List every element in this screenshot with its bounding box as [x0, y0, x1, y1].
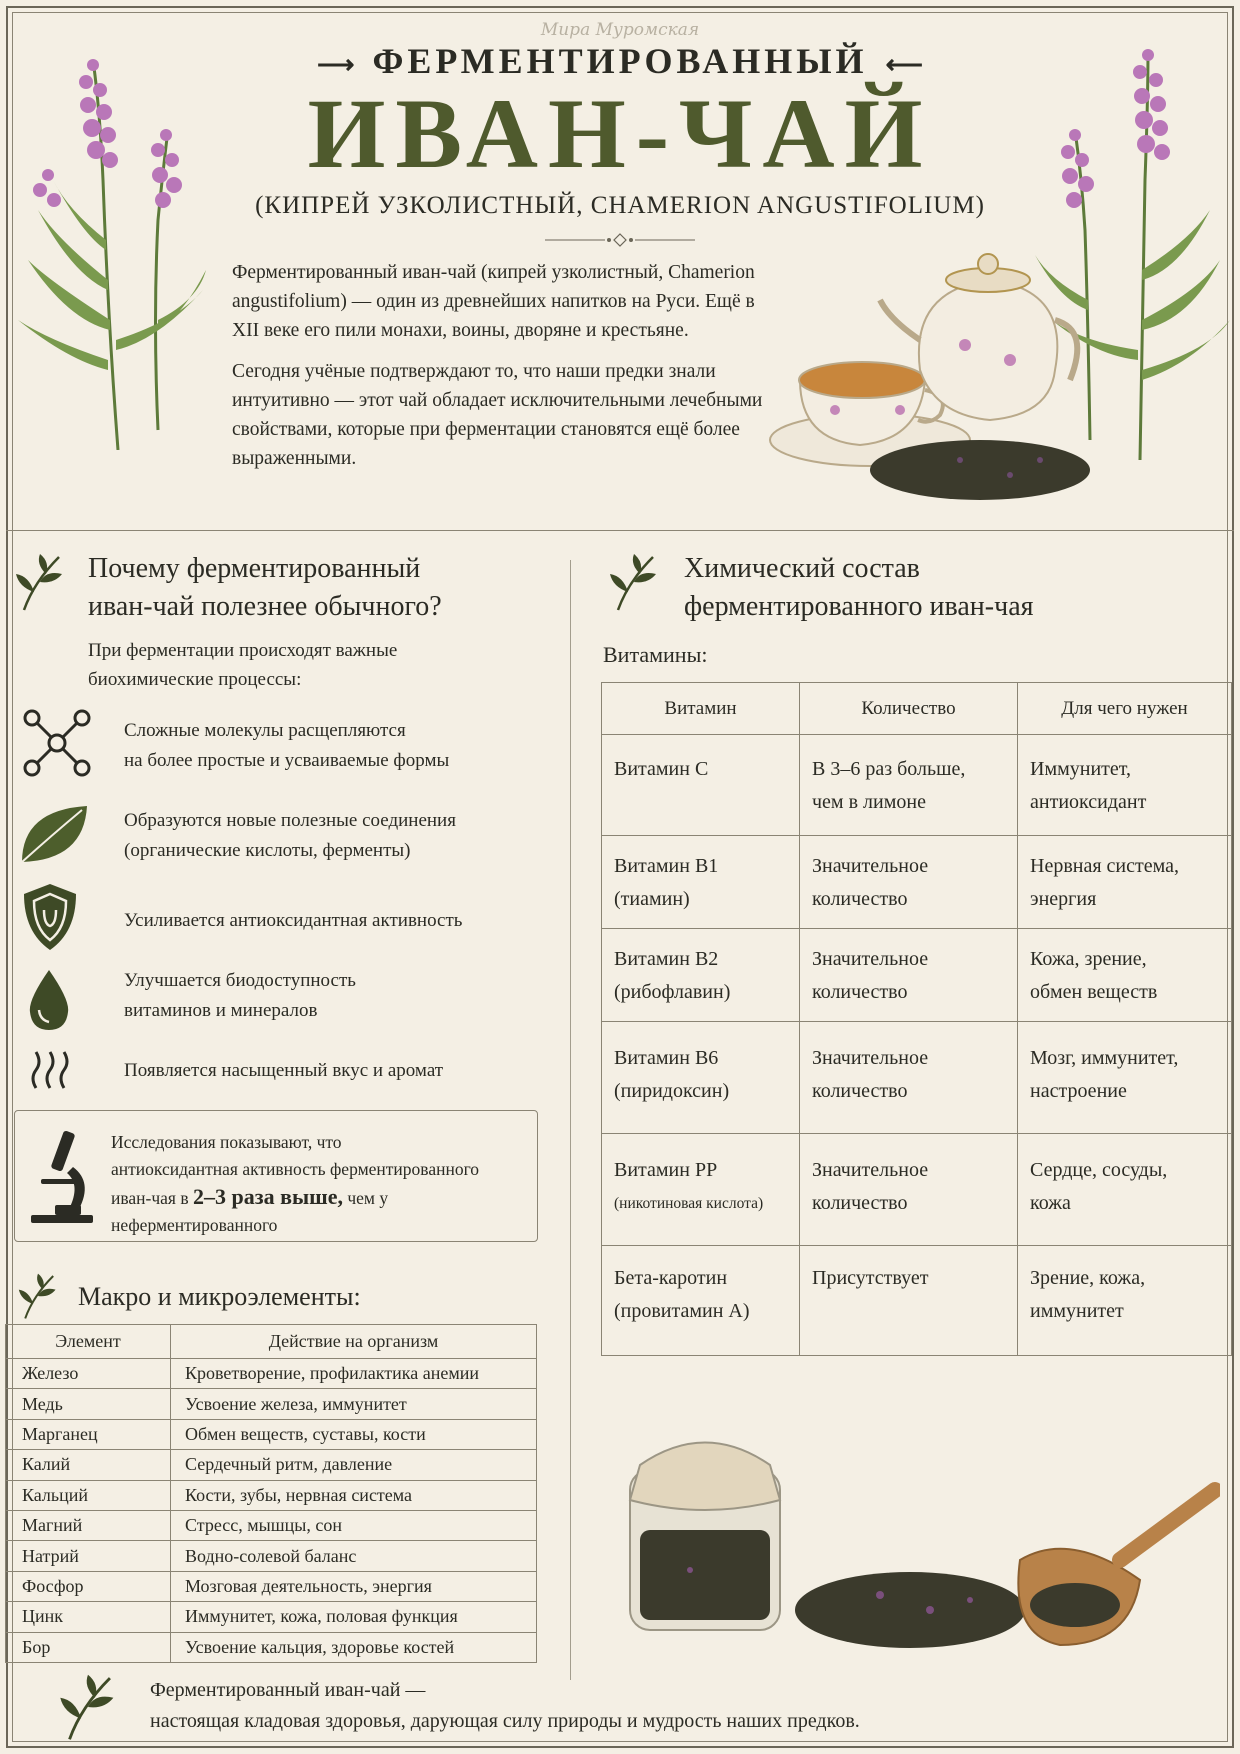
- why-title: [88, 550, 442, 626]
- amount-line1: В 3–6 раз больше,: [812, 758, 966, 780]
- table-header: Витамин: [602, 683, 800, 735]
- table-row: [6, 1419, 537, 1449]
- section-divider: [6, 530, 1234, 531]
- vitamin-subname: (пиридоксин): [614, 1080, 730, 1102]
- drop-icon: [26, 968, 72, 1032]
- bullet-1-line2: на более простые и усваиваемые формы: [124, 750, 450, 771]
- vitamin-subname: (провитамин А): [614, 1300, 750, 1322]
- research-line4: неферментированного: [111, 1215, 278, 1235]
- research-line1: Исследования показывают, что: [111, 1132, 342, 1152]
- why-lead-line2: биохимические процессы:: [88, 669, 302, 690]
- amount-line1: Значительное: [812, 855, 929, 877]
- why-lead-line1: При ферментации происходят важные: [88, 640, 398, 661]
- bullet-1: [124, 716, 449, 776]
- table-header: Для чего нужен: [1018, 683, 1232, 735]
- amount-cell: [800, 1246, 1018, 1356]
- research-callout: [14, 1110, 538, 1242]
- research-text: [111, 1129, 531, 1239]
- vitamin-subname: (рибофлавин): [614, 981, 731, 1003]
- vitamin-cell: [602, 1134, 800, 1246]
- amount-cell: [800, 836, 1018, 929]
- amount-cell: [800, 1134, 1018, 1246]
- table-row: [602, 1134, 1232, 1246]
- amount-line2: количество: [812, 1080, 908, 1102]
- table-row: [6, 1480, 537, 1510]
- intro-paragraph-1: Ферментированный иван-чай (кипрей узколистный, Chamerion angustifolium) — один из древнейших напитков на Руси. Ещё в XII веке его пили монахи, воины, дворяне и крестьяне.: [232, 262, 755, 341]
- table-row: [602, 735, 1232, 836]
- vitamin-name: Витамин С: [614, 758, 709, 780]
- table-header: Количество: [800, 683, 1018, 735]
- action-cell: Обмен веществ, суставы, кости: [171, 1419, 537, 1449]
- table-row: [602, 929, 1232, 1022]
- bullet-4: [124, 966, 356, 1026]
- footer-line1: Ферментированный иван-чай —: [150, 1679, 426, 1701]
- action-cell: Кости, зубы, нервная система: [171, 1480, 537, 1510]
- macro-table: [5, 1324, 537, 1663]
- use-line2: кожа: [1030, 1192, 1071, 1214]
- footer: [150, 1675, 1190, 1737]
- amount-cell: [800, 735, 1018, 836]
- vitamin-subname: (никотиновая кислота): [614, 1195, 764, 1212]
- amount-line2: количество: [812, 1192, 908, 1214]
- use-cell: [1018, 1246, 1232, 1356]
- research-line3-post: чем у: [342, 1188, 389, 1208]
- bullet-3: [124, 906, 462, 936]
- macro-title: Макро и микроэлементы:: [78, 1282, 361, 1311]
- why-title-line1: Почему ферментированный: [88, 553, 421, 584]
- aroma-icon: [28, 1048, 72, 1092]
- bullet-4-line1: Улучшается биодоступность: [124, 970, 356, 991]
- element-cell: Марганец: [6, 1419, 171, 1449]
- element-cell: Фосфор: [6, 1571, 171, 1601]
- tea-jar-illustration: [620, 1410, 1220, 1650]
- sprig-icon: [58, 1672, 118, 1742]
- vitamin-name: Витамин B2: [614, 948, 719, 970]
- use-cell: [1018, 929, 1232, 1022]
- research-highlight: 2–3 раза выше,: [193, 1184, 343, 1209]
- vitamin-cell: [602, 1246, 800, 1356]
- intro-paragraph-2: Сегодня учёные подтверждают то, что наши предки знали интуитивно — этот чай обладает исключительными лечебными свойствами, которые при ферментации становятся ещё более выраженными.: [232, 361, 763, 469]
- bullet-2-line1: Образуются новые полезные соединения: [124, 810, 456, 831]
- use-line2: иммунитет: [1030, 1300, 1124, 1322]
- teapot-illustration: [760, 250, 1090, 525]
- use-line2: энергия: [1030, 888, 1097, 910]
- use-line1: Нервная система,: [1030, 855, 1180, 877]
- page-title: ИВАН-ЧАЙ: [307, 78, 933, 189]
- table-row: [6, 1602, 537, 1632]
- bullet-1-line1: Сложные молекулы расщепляются: [124, 720, 406, 741]
- amount-line1: Значительное: [812, 1159, 929, 1181]
- right-arrow-ornament: ⟵: [885, 49, 923, 79]
- bullet-2-line2: (органические кислоты, ферменты): [124, 840, 411, 861]
- vitamin-subname: (тиамин): [614, 888, 690, 910]
- action-cell: Кроветворение, профилактика анемии: [171, 1359, 537, 1389]
- use-line1: Кожа, зрение,: [1030, 948, 1147, 970]
- table-header-row: [602, 683, 1232, 735]
- bullet-5-line1: Появляется насыщенный вкус и аромат: [124, 1060, 444, 1081]
- chem-title: [684, 550, 1034, 626]
- column-divider: [570, 560, 571, 1680]
- bullet-2: [124, 806, 456, 866]
- molecule-icon: [22, 708, 92, 778]
- amount-line1: Присутствует: [812, 1267, 929, 1289]
- vitamin-name: Витамин PP: [614, 1159, 718, 1181]
- use-line1: Мозг, иммунитет,: [1030, 1047, 1179, 1069]
- why-lead: [88, 636, 397, 694]
- intro: [232, 258, 772, 485]
- action-cell: Мозговая деятельность, энергия: [171, 1571, 537, 1601]
- table-row: [6, 1541, 537, 1571]
- watermark: Мира Муромская: [540, 20, 700, 40]
- microscope-icon: [27, 1127, 97, 1227]
- title-top-text: ФЕРМЕНТИРОВАННЫЙ: [372, 41, 868, 81]
- sprig-icon: [608, 552, 660, 612]
- table-header: Действие на организм: [171, 1325, 537, 1359]
- table-row: [602, 836, 1232, 929]
- table-header-row: [6, 1325, 537, 1359]
- use-cell: [1018, 1134, 1232, 1246]
- left-arrow-ornament: ⟶: [317, 49, 355, 79]
- table-row: [6, 1389, 537, 1419]
- table-row: [6, 1510, 537, 1540]
- vitamin-name: Витамин B6: [614, 1047, 719, 1069]
- research-line2: антиоксидантная активность ферментированного: [111, 1159, 480, 1179]
- use-line1: Сердце, сосуды,: [1030, 1159, 1168, 1181]
- use-line2: антиоксидант: [1030, 791, 1147, 813]
- use-line1: Зрение, кожа,: [1030, 1267, 1146, 1289]
- vitamin-name: Бета-каротин: [614, 1267, 728, 1289]
- chem-title-line2: ферментированного иван-чая: [684, 591, 1034, 622]
- amount-line2: чем в лимоне: [812, 791, 926, 813]
- use-cell: [1018, 1022, 1232, 1134]
- element-cell: Медь: [6, 1389, 171, 1419]
- chem-title-line1: Химический состав: [684, 553, 920, 584]
- element-cell: Цинк: [6, 1602, 171, 1632]
- amount-cell: [800, 1022, 1018, 1134]
- research-line3-pre: иван-чая в: [111, 1188, 193, 1208]
- use-line1: Иммунитет,: [1030, 758, 1132, 780]
- table-header: Элемент: [6, 1325, 171, 1359]
- bullet-4-line2: витаминов и минералов: [124, 1000, 318, 1021]
- use-line2: обмен веществ: [1030, 981, 1158, 1003]
- footer-line2: настоящая кладовая здоровья, дарующая силу природы и мудрость наших предков.: [150, 1710, 860, 1732]
- use-line2: настроение: [1030, 1080, 1127, 1102]
- table-row: [6, 1632, 537, 1662]
- action-cell: Стресс, мышцы, сон: [171, 1510, 537, 1540]
- table-row: [602, 1022, 1232, 1134]
- research-line3: [111, 1183, 531, 1212]
- element-cell: Натрий: [6, 1541, 171, 1571]
- fireweed-left-illustration: [8, 20, 208, 450]
- table-row: [6, 1571, 537, 1601]
- table-row: [6, 1359, 537, 1389]
- element-cell: Калий: [6, 1450, 171, 1480]
- page-subtitle: (КИПРЕЙ УЗКОЛИСТНЫЙ, CHAMERION ANGUSTIFOLIUM): [255, 192, 985, 219]
- vitamin-name: Витамин B1: [614, 855, 719, 877]
- leaf-icon: [12, 800, 92, 870]
- amount-line2: количество: [812, 981, 908, 1003]
- amount-line2: количество: [812, 888, 908, 910]
- sprig-icon: [14, 552, 66, 612]
- vitamin-cell: [602, 735, 800, 836]
- amount-line1: Значительное: [812, 948, 929, 970]
- amount-cell: [800, 929, 1018, 1022]
- element-cell: Магний: [6, 1510, 171, 1540]
- divider-ornament: [545, 233, 695, 247]
- vitamin-cell: [602, 1022, 800, 1134]
- bullet-3-line1: Усиливается антиоксидантная активность: [124, 910, 463, 931]
- amount-line1: Значительное: [812, 1047, 929, 1069]
- element-cell: Бор: [6, 1632, 171, 1662]
- use-cell: [1018, 735, 1232, 836]
- vitamin-cell: [602, 836, 800, 929]
- action-cell: Сердечный ритм, давление: [171, 1450, 537, 1480]
- why-title-line2: иван-чай полезнее обычного?: [88, 591, 442, 622]
- table-row: [6, 1450, 537, 1480]
- sprig-icon: [16, 1272, 60, 1320]
- vitamin-cell: [602, 929, 800, 1022]
- action-cell: Водно-солевой баланс: [171, 1541, 537, 1571]
- table-row: [602, 1246, 1232, 1356]
- element-cell: Железо: [6, 1359, 171, 1389]
- use-cell: [1018, 836, 1232, 929]
- action-cell: Усвоение железа, иммунитет: [171, 1389, 537, 1419]
- shield-icon: [20, 882, 80, 952]
- bullet-5: [124, 1056, 443, 1086]
- vitamins-label: Витамины:: [603, 642, 708, 667]
- action-cell: Усвоение кальция, здоровье костей: [171, 1632, 537, 1662]
- element-cell: Кальций: [6, 1480, 171, 1510]
- vitamins-table: [601, 682, 1232, 1356]
- action-cell: Иммунитет, кожа, половая функция: [171, 1602, 537, 1632]
